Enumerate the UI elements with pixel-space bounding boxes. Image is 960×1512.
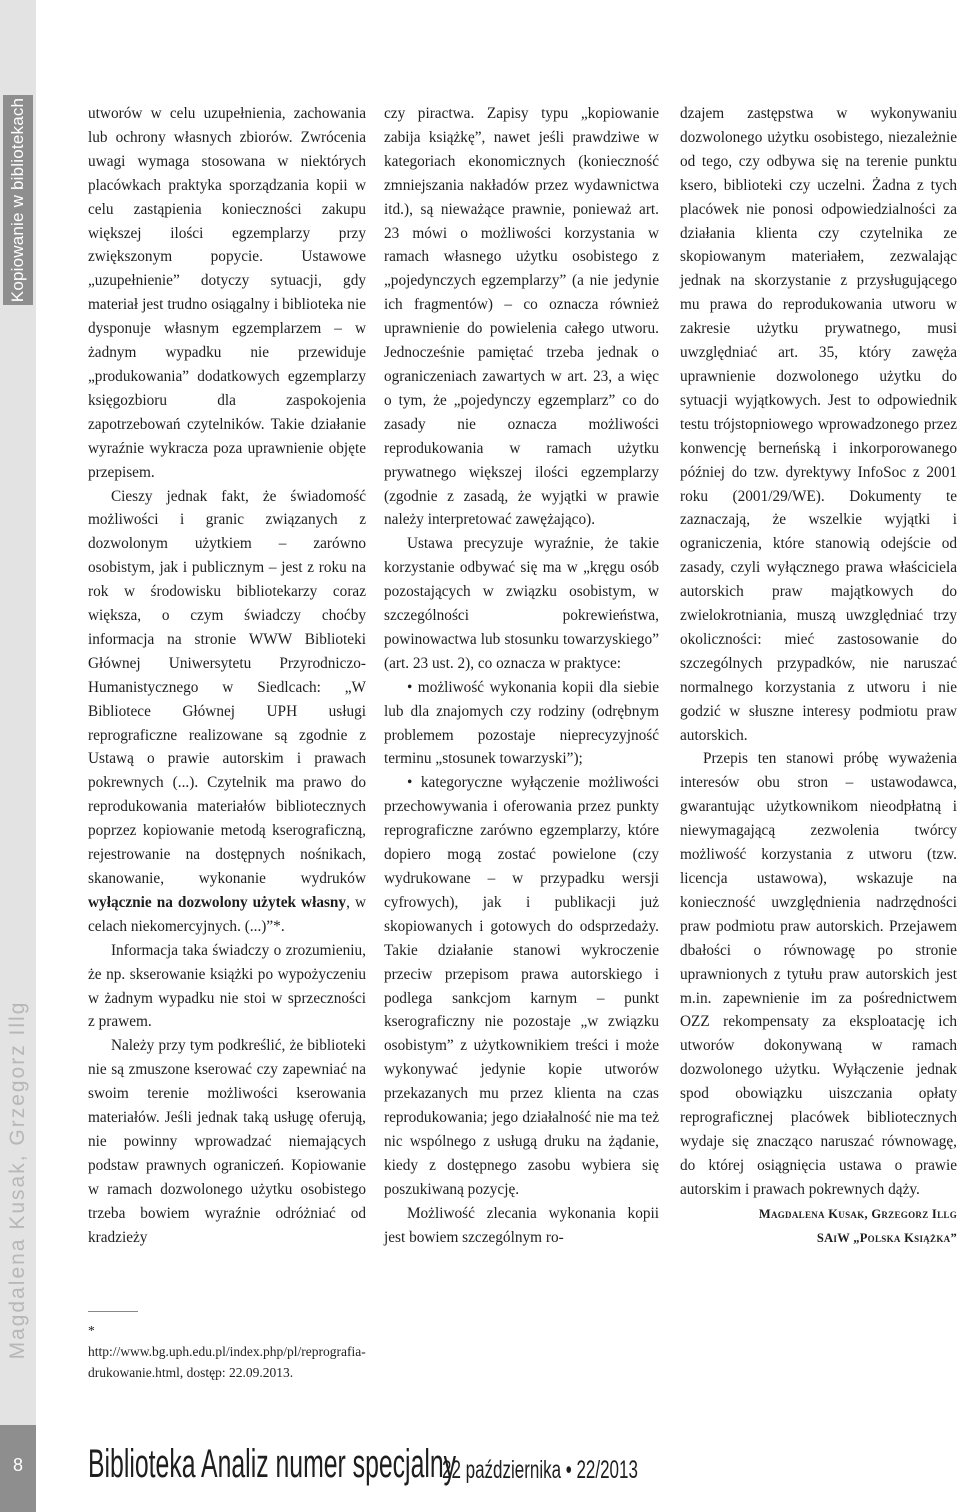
paragraph: Należy przy tym podkreślić, że biblioteki nie są zmuszone kserować czy zapewniać na swoim terenie możliwości kserowania materiałów. Jeśli jednak taką usługę oferują, nie powinny wprowadzać niemających podstaw prawnych ograniczeń. Kopiowanie w ramach dozwolonego użytku osobistego trzeba bowiem wyraźnie odróżniać od kradzieży bbox=[88, 1037, 366, 1246]
signature-authors: Magdalena Kusak, Grzegorz Illg bbox=[758, 1206, 957, 1221]
footnote-rule bbox=[88, 1311, 138, 1312]
bullet-item: • kategoryczne wyłączenie możliwości przechowywania i oferowania przez punkty reprograficzne zarówno egzemplarzy, które dopiero mogą zostać powielone (czy wydrukowane – w przypadku wersji cyfrowych), jak i publikacji już skopiowanych i gotowych do odsprzedaży. Takie działanie stanowi wykroczenie przeciw przepisom prawa autorskiego i podlega sankcjom karnym – punkt kserograficzny nie pozostaje „w związku osobistym” z użytkownikiem treści i może wykonywać jedynie kopie utworów przekazanych mu przez klienta na czas reprodukowania; jego działalność nie ma też nic wspólnego z usługą druku na żądanie, kiedy z dostępnego zasobu wybiera się poszukiwaną pozycję. bbox=[384, 774, 659, 1198]
column-2 bbox=[384, 102, 659, 1250]
column-1 bbox=[88, 102, 366, 1250]
paragraph: Ustawa precyzuje wyraźnie, że takie korzystanie odbywać się ma w „kręgu osób pozostających w związku osobistym, w szczególności pokrewieństwa, powinowactwa lub stosunku towarzyskiego” (art. 23 ust. 2), co oznacza w praktyce: bbox=[384, 535, 659, 672]
section-title: Kopiowanie w bibliotekach bbox=[8, 97, 27, 303]
footer-publication-title: Biblioteka Analiz numer specjalny bbox=[88, 1442, 457, 1486]
paragraph: dzajem zastępstwa w wykonywaniu dozwolonego użytku osobistego, niezależnie od tego, czy odbywa się na terenie punktu ksero, biblioteki czy uczelni. Żadna z tych placówek nie ponosi odpowiedzialności za działania klienta czy czytelnika ze skopiowanym materiałem, zezwalając jednak na skorzystanie z przysługującego mu prawa do reprodukowania utworu w zakresie użytku prywatnego, musi uwzględniać art. 35, który zawęża uprawnienie dozwolonego użytku do sytuacji wyjątkowych. Jest to odpowiednik testu trójstopniowego wprowadzonego przez konwencję berneńską i inkorporowanego później do tzw. dyrektywy InfoSoc z 2001 roku (2001/29/WE). Dokumenty te zaznaczają, że wszelkie wyjątki i ograniczenia, które stanowią odejście od zasady, czyli wyłącznego prawa właściciela autorskich praw majątkowych do zwielokrotniania, muszą uwzględniać trzy okoliczności: mieć zastosowanie do szczególnych przypadków, nie naruszać normalnego korzystania z utworu i nie godzić w słuszne interesy podmiotu praw autorskich. bbox=[680, 105, 957, 744]
sidebar-strip bbox=[0, 0, 36, 1512]
paragraph: Możliwość zlecania wykonania kopii jest bowiem szczególnym ro- bbox=[384, 1204, 659, 1246]
paragraph: czy piractwa. Zapisy typu „kopiowanie zabija książkę”, nawet jeśli prawdziwe w kategoriach ekonomicznych (konieczność zmniejszania nakładów przez wydawnictwa itd.), są nieważące prawnie, ponieważ art. 23 mówi o możliwości korzystania w ramach własnego użytku osobistego z „pojedynczych egzemplarzy” (a nie jedynie ich fragmentów) – co oznacza również uprawnienie do powielenia całego utworu. Jednocześnie pamiętać trzeba jednak o ograniczeniach zawartych w art. 23, a więc o tym, że „pojedynczy egzemplarz” co do zasady nie oznacza możliwości reprodukowania w ramach użytku prywatnego większej ilości egzemplarzy (zgodnie z zasadą, że wyjątki w prawie należy interpretować zawężająco). bbox=[384, 105, 659, 529]
footer-issue-date: 22 października • 22/2013 bbox=[442, 1456, 638, 1484]
sidebar-authors: Magdalena Kusak, Grzegorz Illg bbox=[6, 1000, 29, 1360]
page-number: 8 bbox=[12, 1455, 23, 1475]
signature-affiliation: SAiW „Polska Książka” bbox=[816, 1230, 957, 1245]
footnote: * http://www.bg.uph.edu.pl/index.php/pl/reprografia-drukowanie.html, dostęp: 22.09.2013. bbox=[88, 1323, 366, 1380]
paragraph bbox=[88, 485, 366, 939]
paragraph: utworów w celu uzupełnienia, zachowania lub ochrony własnych zbiorów. Zwrócenia uwagi wymaga stosowana w niektórych placówkach praktyka sporządzania kopii w celu zastąpienia konieczności zakupu większej ilości egzemplarzy przy zwiększonym popycie. Ustawowe „uzupełnienie” dotyczy sytuacji, gdy materiał jest trudno osiągalny i biblioteka nie dysponuje własnym egzemplarzem – w żadnym wypadku nie przewiduje „produkowania” dodatkowych egzemplarzy księgozbioru dla zaspokojenia zapotrzebowań czytelników. Takie działanie wyraźnie wykracza poza uprawnienie objęte przepisem. bbox=[88, 105, 366, 481]
paragraph-text: , w celach niekomercyjnych. (...)”*. bbox=[88, 893, 366, 935]
paragraph-text: Cieszy jednak fakt, że świadomość możliwości i granic związanych z dozwolonym użytkiem – zarówno osobistym, jak i publicznym – jest z roku na rok w środowisku bibliotekarzy coraz większa, o czym świadczy choćby informacja na stronie WWW Biblioteki Głównej Uniwersytetu Przyrodniczo-Humanistycznego w Siedlcach: „W Bibliotece Głównej UPH usługi reprograficzne realizowane są zgodnie z Ustawą o prawie autorskim i prawach pokrewnych (...). Czytelnik ma prawo do reprodukowania materiałów bibliotecznych poprzez kopiowanie metodą kserograficzną, rejestrowanie na dostępnych nośnikach, skanowanie, wykonanie wydruków bbox=[88, 487, 366, 887]
paragraph: Przepis ten stanowi próbę wyważenia interesów obu stron – ustawodawca, gwarantując użytkownikom nieodpłatną i niewymagającą zezwolenia twórcy możliwość korzystania z utworu (tzw. licencja ustawowa), wskazuje na konieczność uwzględnienia nadrzędności praw podmiotu praw autorskich. Przejawem dbałości o równowagę po stronie uprawnionych z tytułu praw autorskich jest m.in. zapewnienie im za pośrednictwem OZZ rekompensaty za eksploatację ich utworów dokonywaną w ramach dozwolonego użytku. Wyłączenie jednak spod obowiązku uiszczania opłaty reprograficznej placówek bibliotecznych wydaje się znacząco naruszać równowagę, do której osiągnięcia ustawa o prawie autorskim i prawach pokrewnych dąży. bbox=[680, 750, 957, 1198]
column-3 bbox=[680, 102, 957, 1250]
paragraph: Informacja taka świadczy o zrozumieniu, że np. skserowanie książki po wypożyczeniu w żadnym wypadku nie stoi w sprzeczności z prawem. bbox=[88, 941, 366, 1031]
bullet-item: • możliwość wykonania kopii dla siebie lub dla znajomych czy rodziny (odrębnym problemem pozostaje nieprecyzyjność terminu „stosunek towarzyski”); bbox=[384, 678, 659, 768]
bold-emphasis: wyłącznie na dozwolony użytek własny bbox=[88, 893, 347, 911]
